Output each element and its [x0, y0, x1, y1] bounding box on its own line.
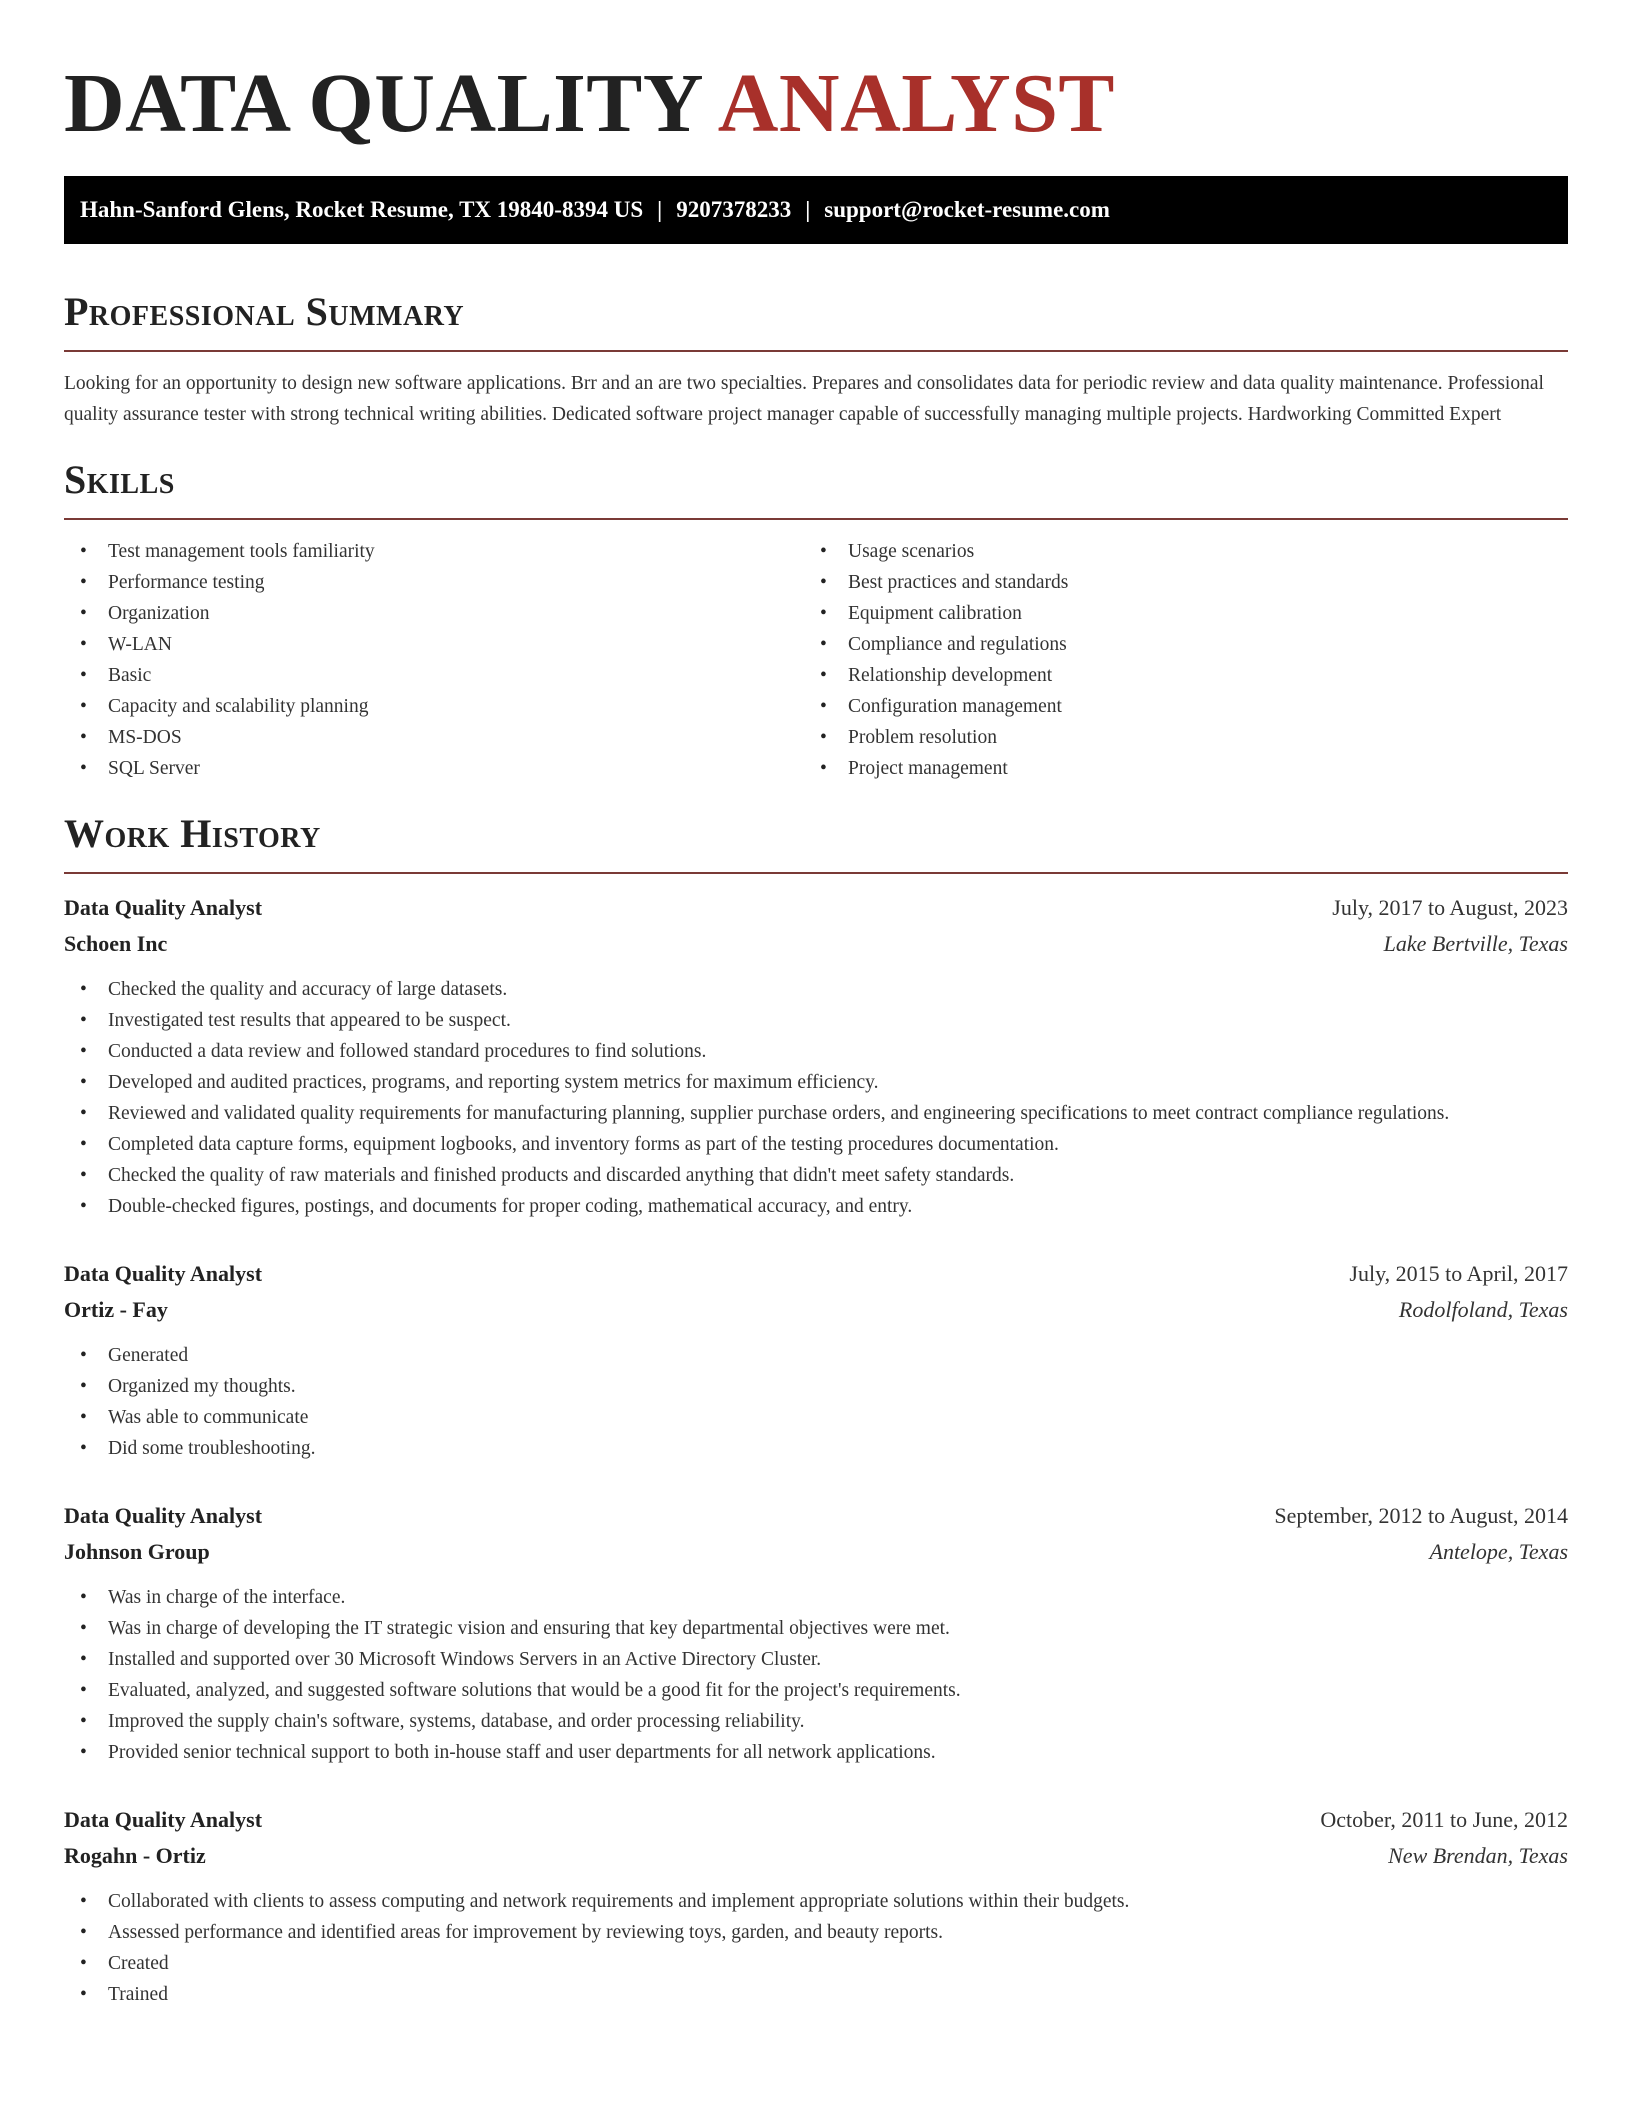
job-location: Rodolfoland, Texas: [1398, 1297, 1568, 1322]
skill-item: • MS-DOS: [64, 722, 804, 753]
job-bullet: • Checked the quality of raw materials and finished products and discarded anything that didn't meet safety standards.: [64, 1160, 1568, 1191]
job-company-row: [64, 1534, 1568, 1570]
job-bullet: • Collaborated with clients to assess computing and network requirements and implement appropriate solutions within their budgets.: [64, 1886, 1568, 1917]
job-bullet: • Provided senior technical support to both in-house staff and user departments for all network applications.: [64, 1737, 1568, 1768]
name-first: DATA QUALITY: [64, 57, 701, 150]
skill-item: • Performance testing: [64, 567, 804, 598]
job-title: Data Quality Analyst: [64, 895, 263, 920]
job-bullets: [64, 974, 1568, 1222]
job-bullet: • Did some troubleshooting.: [64, 1433, 1568, 1464]
job-bullet: • Assessed performance and identified areas for improvement by reviewing toys, garden, and beauty reports.: [64, 1917, 1568, 1948]
job-location: Lake Bertville, Texas: [1383, 931, 1568, 956]
job-dates: September, 2012 to August, 2014: [1274, 1503, 1568, 1528]
job-bullet: • Checked the quality and accuracy of large datasets.: [64, 974, 1568, 1005]
job-company-row: [64, 1292, 1568, 1328]
skill-item: • Test management tools familiarity: [64, 536, 804, 567]
resume-page: [64, 0, 1568, 2010]
job-company: Johnson Group: [64, 1539, 210, 1564]
job-company-row: [64, 926, 1568, 962]
job-bullet: • Trained: [64, 1979, 1568, 2010]
skill-item: • W-LAN: [64, 629, 804, 660]
job-title: Data Quality Analyst: [64, 1503, 263, 1528]
job-bullet: • Installed and supported over 30 Microsoft Windows Servers in an Active Directory Cluster.: [64, 1644, 1568, 1675]
skill-item: • Usage scenarios: [804, 536, 1544, 567]
job-bullet: • Completed data capture forms, equipment logbooks, and inventory forms as part of the testing procedures documentation.: [64, 1129, 1568, 1160]
section-title-skills: Skills: [64, 456, 1568, 520]
job-entry: [64, 1802, 1568, 2010]
summary-text: Looking for an opportunity to design new software applications. Brr and an are two specialties. Prepares and consolidates data for periodic review and data quality maintenance. Professional quality assurance tester with strong technical writing abilities. Dedicated software project manager capable of successfully managing multiple projects. Hardworking Committed Expert: [64, 373, 1544, 425]
skill-item: • Compliance and regulations: [804, 629, 1544, 660]
job-header-row: [64, 1498, 1568, 1534]
contact-bar: [64, 176, 1568, 244]
skill-item: • Equipment calibration: [804, 598, 1544, 629]
contact-address: Hahn-Sanford Glens, Rocket Resume, TX 19840-8394 US: [80, 197, 644, 222]
contact-phone: 9207378233: [676, 197, 792, 222]
job-dates: July, 2017 to August, 2023: [1332, 895, 1568, 920]
skill-item: • Configuration management: [804, 691, 1544, 722]
job-bullet: • Conducted a data review and followed standard procedures to find solutions.: [64, 1036, 1568, 1067]
job-bullets: [64, 1582, 1568, 1768]
job-dates: July, 2015 to April, 2017: [1349, 1261, 1568, 1286]
resume-name: [64, 0, 1568, 148]
job-company: Ortiz - Fay: [64, 1297, 168, 1322]
skill-item: • Project management: [804, 753, 1544, 784]
section-title-work-history: Work History: [64, 810, 1568, 874]
job-bullet: • Was able to communicate: [64, 1402, 1568, 1433]
job-bullet: • Was in charge of the interface.: [64, 1582, 1568, 1613]
skill-item: • Problem resolution: [804, 722, 1544, 753]
skill-item: • Organization: [64, 598, 804, 629]
job-bullet: • Was in charge of developing the IT strategic vision and ensuring that key departmental objectives were met.: [64, 1613, 1568, 1644]
job-entry: [64, 890, 1568, 1222]
skills-column-left: [64, 536, 804, 784]
contact-separator: |: [805, 197, 811, 222]
job-bullet: • Investigated test results that appeared to be suspect.: [64, 1005, 1568, 1036]
job-title: Data Quality Analyst: [64, 1807, 263, 1832]
skills-grid: [64, 536, 1568, 784]
job-bullet: • Created: [64, 1948, 1568, 1979]
job-entry: [64, 1498, 1568, 1768]
skill-item: • Basic: [64, 660, 804, 691]
job-location: New Brendan, Texas: [1388, 1843, 1568, 1868]
job-bullet: • Generated: [64, 1340, 1568, 1371]
skill-item: • Relationship development: [804, 660, 1544, 691]
job-company: Schoen Inc: [64, 931, 168, 956]
job-header-row: [64, 890, 1568, 926]
name-last: ANALYST: [717, 57, 1115, 150]
job-header-row: [64, 1802, 1568, 1838]
job-bullet: • Reviewed and validated quality requirements for manufacturing planning, supplier purchase orders, and engineering specifications to meet contract compliance regulations.: [64, 1098, 1568, 1129]
job-bullets: [64, 1340, 1568, 1464]
job-header-row: [64, 1256, 1568, 1292]
job-company: Rogahn - Ortiz: [64, 1843, 206, 1868]
job-bullets: [64, 1886, 1568, 2010]
job-bullet: • Evaluated, analyzed, and suggested software solutions that would be a good fit for the project's requirements.: [64, 1675, 1568, 1706]
skill-item: • Best practices and standards: [804, 567, 1544, 598]
job-dates: October, 2011 to June, 2012: [1320, 1807, 1568, 1832]
job-bullet: • Organized my thoughts.: [64, 1371, 1568, 1402]
skill-item: • Capacity and scalability planning: [64, 691, 804, 722]
section-title-summary: Professional Summary: [64, 288, 1568, 352]
job-bullet: • Improved the supply chain's software, systems, database, and order processing reliability.: [64, 1706, 1568, 1737]
contact-email[interactable]: support@rocket-resume.com: [824, 197, 1110, 222]
job-location: Antelope, Texas: [1429, 1539, 1568, 1564]
contact-separator: |: [657, 197, 663, 222]
job-bullet: • Double-checked figures, postings, and documents for proper coding, mathematical accuracy, and entry.: [64, 1191, 1568, 1222]
job-title: Data Quality Analyst: [64, 1261, 263, 1286]
job-bullet: • Developed and audited practices, programs, and reporting system metrics for maximum efficiency.: [64, 1067, 1568, 1098]
skill-item: • SQL Server: [64, 753, 804, 784]
job-entry: [64, 1256, 1568, 1464]
skills-column-right: [804, 536, 1544, 784]
job-company-row: [64, 1838, 1568, 1874]
